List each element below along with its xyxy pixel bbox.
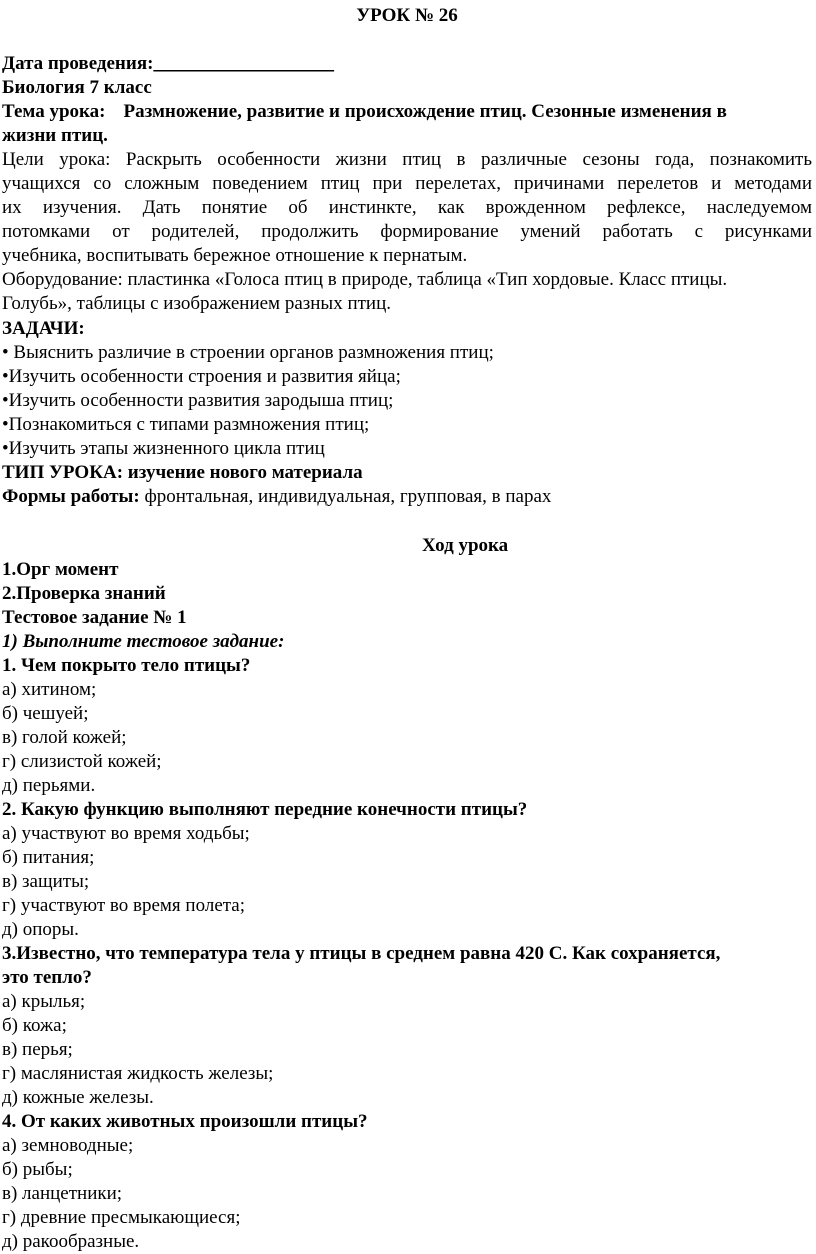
lesson-type: ТИП УРОКА: изучение нового материала [2,462,363,483]
q2-option-b: б) питания; [2,847,95,868]
forms-value: фронтальная, индивидуальная, групповая, в парах [139,486,552,507]
lesson-title: УРОК № 26 [356,5,458,26]
step-org: 1.Орг момент [2,559,119,580]
goals-line-3: их изучения. Дать понятие об инстинкте, как врожденном рефлексе, наследуемом [2,197,812,218]
topic-line-2: жизни птиц. [2,125,108,146]
q1-option-b: б) чешуей; [2,703,89,724]
goals-line-1: Цели урока: Раскрыть особенности жизни птиц в различные сезоны года, познакомить [2,149,812,170]
task-item-2: •Изучить особенности строения и развития яйца; [2,366,401,387]
q4-option-a: а) земноводные; [2,1135,134,1156]
test-instruction: 1) Выполните тестовое задание: [2,631,285,652]
question-4: 4. От каких животных произошли птицы? [2,1111,368,1132]
subject-line: Биология 7 класс [2,77,152,98]
q2-option-d: д) опоры. [2,919,79,940]
topic-text-1: Размножение, развитие и происхождение птиц. Сезонные изменения в [123,101,727,122]
q2-option-g: г) участвуют во время полета; [2,895,246,916]
q3-option-v: в) перья; [2,1039,73,1060]
q4-option-v: в) ланцетники; [2,1183,123,1204]
forms-line [2,485,812,508]
q1-option-a: а) хитином; [2,679,97,700]
equipment-line-1: Оборудование: пластинка «Голоса птиц в природе, таблица «Тип хордовые. Класс птицы. [2,269,728,290]
course-heading: Ход урока [422,535,509,556]
question-3-line-2: это тепло? [2,967,92,988]
q3-option-a: а) крылья; [2,991,86,1012]
tasks-heading: ЗАДАЧИ: [2,318,85,339]
task-item-5: •Изучить этапы жизненного цикла птиц [2,438,325,459]
q4-option-d: д) ракообразные. [2,1231,140,1252]
q4-option-g: г) древние пресмыкающиеся; [2,1207,241,1228]
date-label: Дата проведения: [2,53,154,74]
task-item-4: •Познакомиться с типами размножения птиц; [2,414,370,435]
q3-option-d: д) кожные железы. [2,1087,154,1108]
q3-option-g: г) маслянистая жидкость железы; [2,1063,274,1084]
topic-label: Тема урока: [2,101,106,122]
goals-line-4: потомками от родителей, продолжить формирование умений работать с рисунками [2,221,812,242]
q3-option-b: б) кожа; [2,1015,67,1036]
goals-line-2: учащихся со сложным поведением птиц при перелетах, причинами перелетов и методами [2,173,812,194]
q4-option-b: б) рыбы; [2,1159,73,1180]
q2-option-a: а) участвуют во время ходьбы; [2,823,250,844]
question-1: 1. Чем покрыто тело птицы? [2,655,251,676]
goals-line-5: учебника, воспитывать бережное отношение к пернатым. [2,245,468,266]
equipment-line-2: Голубь», таблицы с изображением разных птиц. [2,293,391,314]
q1-option-d: д) перьями. [2,775,96,796]
q2-option-v: в) защиты; [2,871,90,892]
date-blank: ___________________ [153,53,334,74]
q1-option-g: г) слизистой кожей; [2,751,162,772]
question-3-line-1: 3.Известно, что температура тела у птицы в среднем равна 420 С. Как сохраняется, [2,943,721,964]
step-check: 2.Проверка знаний [2,583,166,604]
q1-option-v: в) голой кожей; [2,727,127,748]
forms-label: Формы работы: [2,486,140,507]
task-item-1: • Выяснить различие в строении органов размножения птиц; [2,342,494,363]
task-item-3: •Изучить особенности развития зародыша птиц; [2,390,394,411]
date-line [2,52,812,75]
test-title: Тестовое задание № 1 [2,607,187,628]
question-2: 2. Какую функцию выполняют передние конечности птицы? [2,799,528,820]
topic-line-1 [2,100,812,123]
